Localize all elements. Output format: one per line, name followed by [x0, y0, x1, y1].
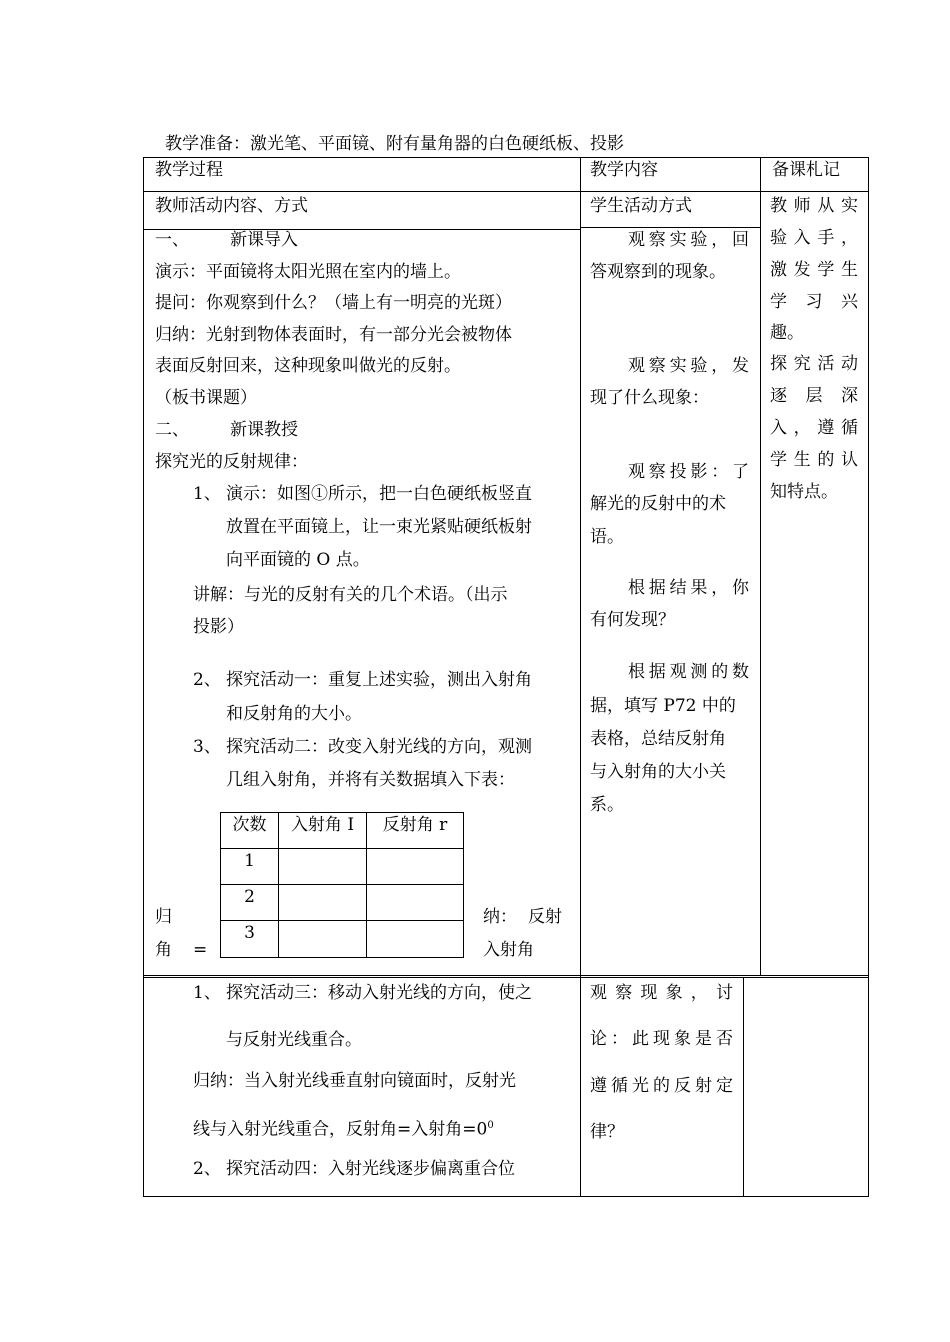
- explore-heading: 探究光的反射规律：: [155, 452, 308, 472]
- lower-student-line-b: 论：此现象是否: [590, 1029, 733, 1049]
- summary-jiao: 角: [155, 940, 172, 960]
- student-p1-b: 答观察到的现象。: [590, 262, 726, 282]
- item1-line-b: 放置在平面镜上，让一束光紧贴硬纸板射: [226, 517, 532, 537]
- data-table-row-line-3: [220, 920, 464, 921]
- table-left-border: [143, 157, 144, 1197]
- section2-title: 新课教授: [230, 420, 298, 440]
- prep-line: 教学准备：激光笔、平面镜、附有量角器的白色硬纸板、投影: [165, 134, 624, 154]
- item1-line-a: 演示：如图①所示，把一白色硬纸板竖直: [226, 484, 532, 504]
- student-p5-a: 根据观测的数: [628, 662, 749, 682]
- header-teaching-content: 教学内容: [590, 160, 658, 180]
- summary-reflection: 反射: [528, 907, 562, 927]
- data-table-header-count: 次数: [232, 815, 267, 835]
- data-table-top: [220, 812, 464, 813]
- data-table-bottom: [220, 957, 464, 958]
- col-divider-2: [760, 157, 761, 975]
- student-p1-a: 观察实验，回: [628, 230, 749, 250]
- student-p4-a: 根据结果，你: [628, 578, 749, 598]
- header-notes: 备课札记: [772, 160, 840, 180]
- lower-summary-line-b: [193, 1116, 494, 1140]
- notes-line-2: 验入手，: [770, 228, 858, 248]
- lower-col-divider: [743, 977, 744, 1197]
- lower-item1-line-a: 探究活动三：移动入射光线的方向，使之: [226, 983, 532, 1003]
- notes-line-1: 教师从实: [770, 196, 858, 216]
- section1-title: 新课导入: [230, 230, 298, 250]
- lower-summary-line-a: 归纳：当入射光线垂直射向镜面时，反射光: [193, 1071, 516, 1091]
- summary-equals: =: [193, 940, 208, 960]
- student-p3-b: 解光的反射中的术: [590, 494, 726, 514]
- upper-table-bottom-border: [143, 975, 869, 976]
- data-table-row-3-count: 3: [244, 923, 255, 943]
- explain-line-b: 投影）: [193, 617, 244, 637]
- item2-line-a: 探究活动一：重复上述实验，测出入射角: [226, 670, 532, 690]
- notes-line-4: 学 习 兴: [770, 292, 858, 312]
- degree-superscript: 0: [487, 1120, 494, 1131]
- student-p2-a: 观察实验，发: [628, 356, 749, 376]
- header-teaching-process: 教学过程: [155, 160, 223, 180]
- student-p4-b: 有何发现？: [590, 610, 675, 630]
- notes-line-3: 激发学生: [770, 260, 858, 280]
- lower-table-bottom-border: [143, 1196, 869, 1197]
- summary1-line-b: 表面反射回来，这种现象叫做光的反射。: [155, 356, 461, 376]
- lower-item2-line-a: 探究活动四：入射光线逐步偏离重合位: [226, 1159, 515, 1179]
- data-table-row-line-1: [220, 848, 464, 849]
- lower-item1-number: 1、: [193, 983, 221, 1003]
- item2-number: 2、: [193, 670, 221, 690]
- lower-summary-text: 线与入射光线重合，反射角=入射角=0: [193, 1119, 488, 1140]
- notes-line-6: 探究活动: [770, 354, 858, 374]
- notes-line-10: 知特点。: [770, 482, 838, 502]
- subheader-teacher: 教师活动内容、方式: [155, 196, 308, 216]
- lower-student-line-c: 遵循光的反射定: [590, 1076, 733, 1096]
- table-right-border: [868, 157, 869, 1197]
- item3-number: 3、: [193, 737, 221, 757]
- lower-item2-number: 2、: [193, 1159, 221, 1179]
- item1-number: 1、: [193, 484, 221, 504]
- question-line: 提问：你观察到什么？（墙上有一明亮的光斑）: [155, 293, 512, 313]
- student-p5-e: 系。: [590, 795, 624, 815]
- lower-student-line-a: 观察现象，讨: [590, 983, 733, 1003]
- lower-item1-line-b: 与反射光线重合。: [226, 1030, 362, 1050]
- summary1-line-a: 归纳：光射到物体表面时，有一部分光会被物体: [155, 325, 512, 345]
- student-p2-b: 现了什么现象：: [590, 388, 709, 408]
- data-table-header-reflection: 反射角 r: [382, 815, 448, 835]
- item3-line-b: 几组入射角，并将有关数据填入下表：: [226, 770, 515, 790]
- summary-incidence: 入射角: [483, 940, 534, 960]
- data-table-row-2-count: 2: [244, 887, 255, 907]
- data-table-row-line-2: [220, 884, 464, 885]
- item1-line-c: 向平面镜的 O 点。: [226, 550, 370, 570]
- section2-number: 二、: [155, 420, 189, 440]
- data-table-header-incidence: 入射角 I: [290, 815, 355, 835]
- student-p5-b: 据，填写 P72 中的: [590, 696, 736, 716]
- summary-gui: 归: [155, 907, 172, 927]
- board-title: （板书课题）: [155, 388, 257, 408]
- subheader-border-mid: [581, 227, 761, 228]
- item3-line-a: 探究活动二：改变入射光线的方向，观测: [226, 737, 532, 757]
- lower-student-line-d: 律？: [590, 1122, 624, 1142]
- demo-line: 演示：平面镜将太阳光照在室内的墙上。: [155, 262, 461, 282]
- data-table-right: [463, 812, 464, 958]
- student-p5-c: 表格，总结反射角: [590, 729, 726, 749]
- col-divider-1: [580, 157, 581, 1197]
- subheader-border-left: [143, 229, 581, 230]
- student-p3-c: 语。: [590, 527, 624, 547]
- lower-table-top-border: [143, 977, 869, 978]
- student-p5-d: 与入射角的大小关: [590, 762, 726, 782]
- notes-line-8: 入，遵循: [770, 418, 858, 438]
- explain-line-a: 讲解：与光的反射有关的几个术语。（出示: [193, 585, 508, 605]
- summary-na: 纳：: [483, 907, 517, 927]
- notes-line-5: 趣。: [770, 323, 804, 343]
- section1-number: 一、: [155, 230, 189, 250]
- notes-line-7: 逐 层 深: [770, 386, 858, 406]
- student-p3-a: 观察投影：了: [628, 462, 749, 482]
- notes-line-9: 学生的认: [770, 450, 858, 470]
- data-table-row-1-count: 1: [244, 851, 255, 871]
- subheader-student: 学生活动方式: [590, 196, 692, 216]
- item2-line-b: 和反射角的大小。: [226, 704, 362, 724]
